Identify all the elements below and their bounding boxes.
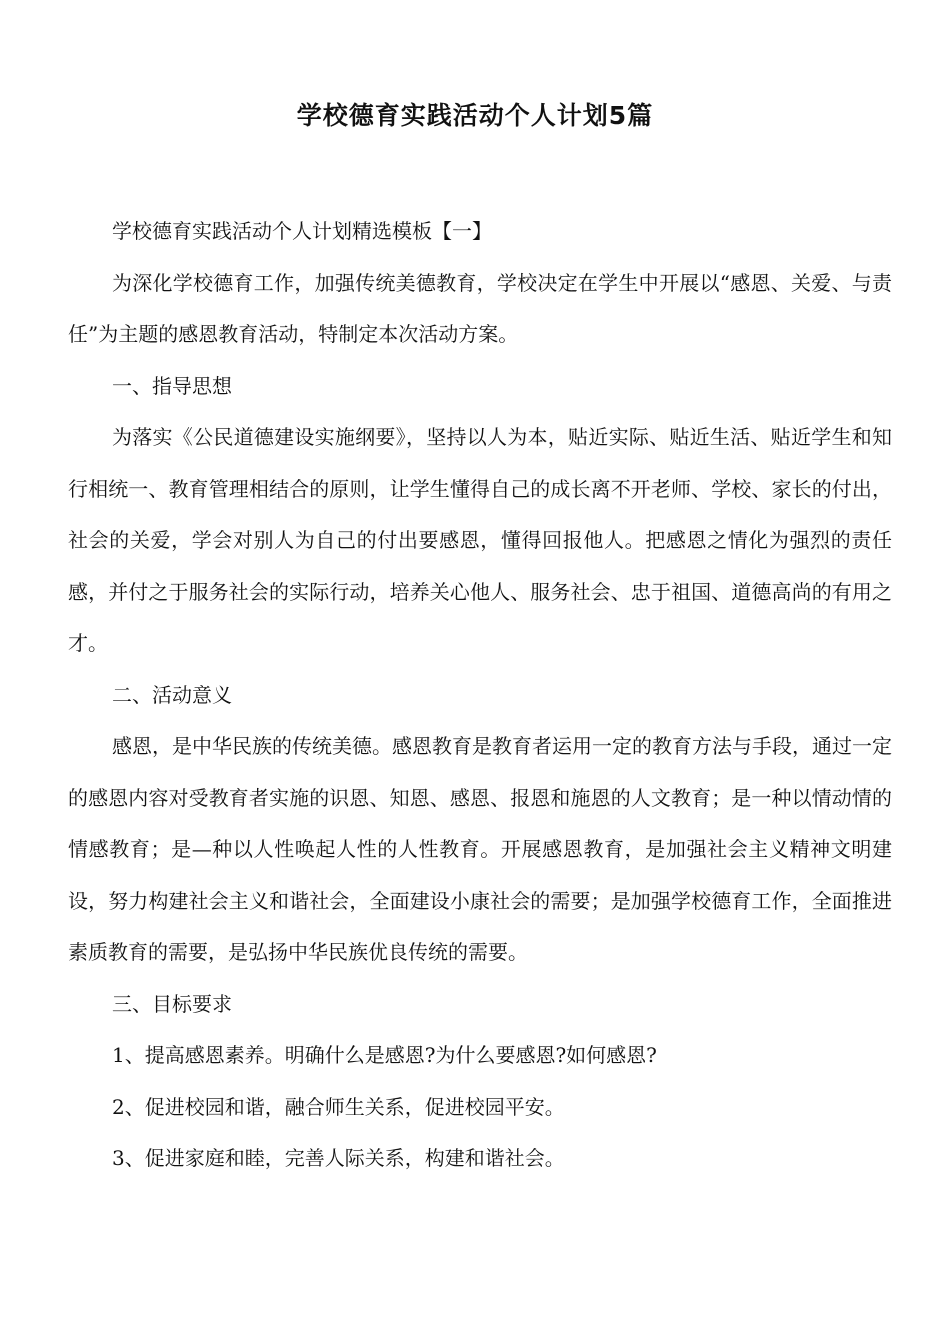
intro-paragraph: 为深化学校德育工作，加强传统美德教育，学校决定在学生中开展以“感恩、关爱、与责任”为主题的感恩教育活动，特制定本次活动方案。	[68, 270, 892, 346]
document-title: 学校德育实践活动个人计划5篇	[296, 101, 654, 130]
heading-guiding-ideology: 一、指导思想	[112, 373, 232, 398]
section-heading-template-one: 学校德育实践活动个人计划精选模板【一】	[112, 219, 492, 243]
guiding-ideology-paragraph: 为落实《公民道德建设实施纲要》，坚持以人为本，贴近实际、贴近生活、贴近学生和知行相统一、教育管理相结合的原则，让学生懂得自己的成长离不开老师、学校、家长的付出，社会的关爱，学会对别人为自己的付出要感恩，懂得回报他人。把感恩之情化为强烈的责任感，并付之于服务社会的实际行动，培养关心他人、服务社会、忠于祖国、道德高尚的有用之才。	[68, 425, 892, 655]
goal-item-2: 2、促进校园和谐，融合师生关系，促进校园平安。	[112, 1094, 565, 1119]
document-body	[68, 206, 892, 1185]
goal-item-3: 3、促进家庭和睦，完善人际关系，构建和谐社会。	[112, 1146, 565, 1170]
heading-goals: 三、目标要求	[112, 991, 232, 1016]
heading-activity-significance: 二、活动意义	[112, 682, 232, 707]
activity-significance-paragraph: 感恩，是中华民族的传统美德。感恩教育是教育者运用一定的教育方法与手段，通过一定的感恩内容对受教育者实施的识恩、知恩、感恩、报恩和施恩的人文教育；是一种以情动情的情感教育；是—种以人性唤起人性的人性教育。开展感恩教育，是加强社会主义精神文明建设，努力构建社会主义和谐社会，全面建设小康社会的需要；是加强学校德育工作，全面推进素质教育的需要，是弘扬中华民族优良传统的需要。	[68, 734, 892, 964]
goal-item-1: 1、提高感恩素养。明确什么是感恩?为什么要感恩?如何感恩?	[112, 1043, 657, 1067]
